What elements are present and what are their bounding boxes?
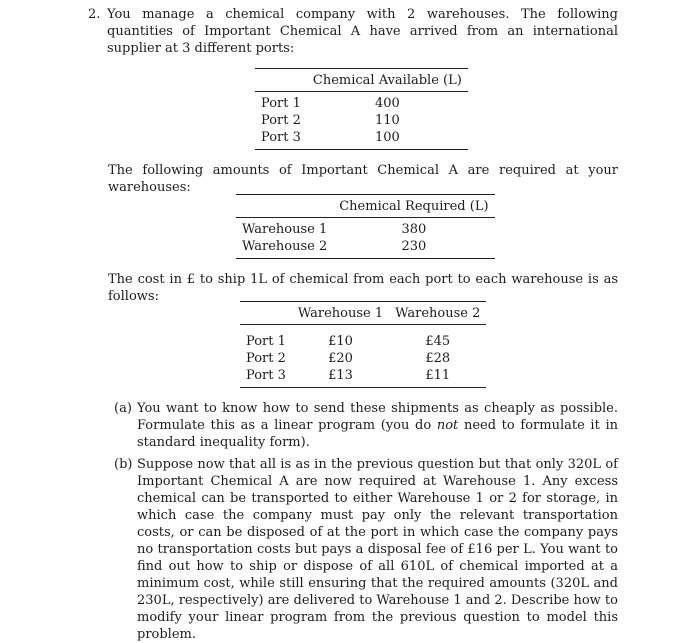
table-row xyxy=(236,218,495,239)
shipping-cost-table xyxy=(240,301,486,388)
available-header: Chemical Available (L) xyxy=(307,69,468,92)
port-label: Port 2 xyxy=(261,113,301,128)
required-header: Chemical Required (L) xyxy=(333,195,494,218)
question-intro-text: You manage a chemical company with 2 warehouses. The following quantities of Important Chemical A have arrived from an international supplier at 3 different ports: xyxy=(107,7,618,56)
part-a-text: You want to know how to send these shipments as cheaply as possible. Formulate this as a linear program (you do not need to formulate it in standard inequality form). xyxy=(137,401,618,450)
available-value: 400 xyxy=(374,96,400,111)
part-a-label: (a) xyxy=(114,401,132,416)
cost-value-w2: £11 xyxy=(389,367,486,388)
part-b xyxy=(114,456,618,643)
table-row xyxy=(255,112,468,129)
required-value: 380 xyxy=(401,222,427,237)
part-b-text: Suppose now that all is as in the previous question but that only 320L of Important Chemical A are now required at Warehouse 1. Any excess chemical can be transported to either Warehouse 1 or 2 for storage, in which case the company must pay only the relevant transportation costs, or can be disposed of at the port in which case the company pays no transportation costs but pays a disposal fee of £16 per L. You want to find out how to ship or dispose of all 610L of chemical imported at a minimum cost, while still ensuring that the required amounts (320L and 230L, respectively) are delivered to Warehouse 1 and 2. Describe how to modify your linear program from the previous question to model this problem. xyxy=(137,457,618,642)
chemical-required-table xyxy=(236,194,495,259)
port-label: Port 1 xyxy=(246,334,286,349)
port-label: Port 2 xyxy=(246,351,286,366)
question-number: 2. xyxy=(88,7,101,22)
port-label: Port 1 xyxy=(261,96,301,111)
cost-value-w2: £28 xyxy=(425,351,451,366)
port-label: Port 3 xyxy=(255,129,307,150)
warehouse-label: Warehouse 2 xyxy=(236,238,333,259)
part-a xyxy=(114,400,618,451)
part-b-label: (b) xyxy=(114,457,133,472)
table-row xyxy=(255,129,468,150)
table-row xyxy=(240,325,486,351)
cost-value-w1: £13 xyxy=(292,367,389,388)
required-value: 230 xyxy=(333,238,494,259)
available-value: 110 xyxy=(374,113,400,128)
table-row xyxy=(255,92,468,113)
cost-value-w1: £20 xyxy=(328,351,353,366)
available-value: 100 xyxy=(307,129,468,150)
cost-intro: The cost in £ to ship 1L of chemical from each port to each warehouse is as follows: xyxy=(108,272,618,304)
cost-header-warehouse-1: Warehouse 1 xyxy=(292,302,389,325)
cost-header-warehouse-2: Warehouse 2 xyxy=(389,302,486,325)
table-row xyxy=(240,350,486,367)
question-intro xyxy=(88,6,618,57)
chemical-available-table xyxy=(255,68,468,150)
required-intro: The following amounts of Important Chemical A are required at your warehouses: xyxy=(108,163,618,195)
port-label: Port 3 xyxy=(240,367,292,388)
cost-value-w1: £10 xyxy=(328,334,353,349)
cost-value-w2: £45 xyxy=(425,334,451,349)
table-row xyxy=(240,367,486,388)
table-row xyxy=(236,238,495,259)
warehouse-label: Warehouse 1 xyxy=(242,222,328,237)
emphasis-not: not xyxy=(436,418,459,433)
